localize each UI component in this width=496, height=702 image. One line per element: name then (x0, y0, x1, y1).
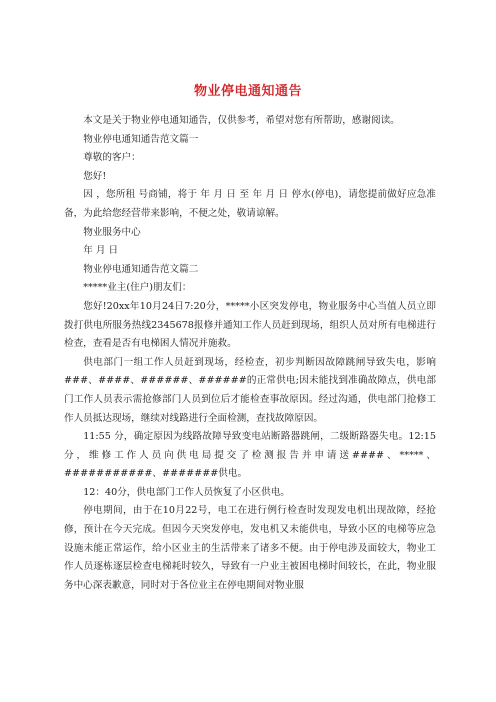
salutation: 尊敬的客户： (83, 152, 141, 164)
body-paragraph: 您好!20xx年10月24日7:20分，*****小区突发停电，物业服务中心当值人员立即拨打供电所服务热线2345678报修并通知工作人员赶到现场，组织人员对所有电梯进行检查，查看是否有电梯困人情况并施救。 (64, 300, 436, 350)
section-heading-1: 物业停电通知通告范文篇一 (83, 133, 199, 145)
signature: 物业服务中心 (83, 226, 141, 238)
salutation-2: *****业主(住户)朋友们： (83, 282, 192, 294)
body-paragraph: 12：40分，供电部门工作人员恢复了小区供电。 (83, 486, 290, 498)
body-paragraph: 11:55 分，确定原因为线路故障导致变电站断路器跳闸，二级断路器失电。12:15分，维修工作人员向供电局提交了检测报告并申请送####、*****、###########、#######供电。 (64, 431, 436, 480)
document-body (64, 112, 436, 595)
notice-paragraph: 因 ，您所租 号商铺，将于 年 月 日 至 年 月 日 停水(停电)，请您提前做好应急准备，为此给您经营带来影响，不便之处，敬请谅解。 (64, 189, 436, 219)
section-heading-2: 物业停电通知通告范文篇二 (83, 263, 199, 275)
body-paragraph: 停电期间，由于在10月22号，电工在进行例行检查时发现发电机出现故障，经抢修，预计在今天完成。但因今天突发停电，发电机又未能供电，导致小区的电梯等应急设施未能正常运作，给小区业主的生活带来了诸多不便。由于停电涉及面较大，物业工作人员逐栋逐层检查电梯耗时较久，导致有一户业主被困电梯时间较长，在此，物业服务中心深表歉意，同时对于各位业主在停电期间对物业服 (64, 505, 436, 591)
intro-paragraph: 本文是关于物业停电通知通告，仅供参考，希望对您有所帮助，感谢阅读。 (83, 115, 400, 126)
greeting: 您好! (83, 170, 107, 182)
signature-date: 年 月 日 (83, 245, 119, 257)
body-paragraph: 供电部门一组工作人员赶到现场，经检查，初步判断因故障跳闸导致失电，影响###、####、######、######的正常供电;因未能找到准确故障点，供电部门工作人员表示需抢修部门人员到位后才能检查事故原因。经过沟通，供电部门抢修工作人员抵达现场，继续对线路进行全面检测，查找故障原因。 (64, 356, 436, 424)
document-title: 物业停电通知通告 (193, 84, 302, 99)
